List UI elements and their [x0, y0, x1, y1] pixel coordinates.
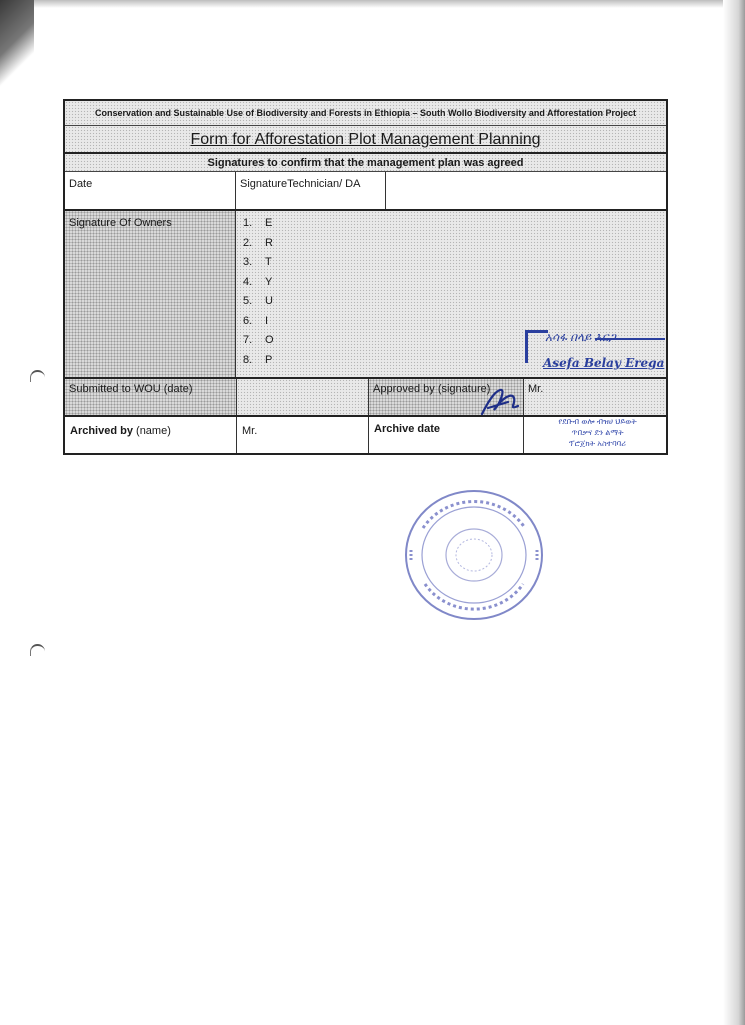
owner-item[interactable]: 2. R — [243, 236, 273, 249]
technician-label: SignatureTechnician/ DA — [240, 178, 361, 190]
date-label: Date — [69, 178, 93, 190]
owner-item[interactable]: 1. E — [243, 217, 273, 229]
owner-item[interactable]: 7. O — [243, 334, 274, 346]
archived-by-field[interactable] — [237, 417, 369, 453]
archived-by-value: Mr. — [242, 425, 258, 437]
page-corner-shadow — [0, 0, 34, 90]
office-line-1: የደቡብ ወሎ ብዝሀ ህይወት — [558, 417, 637, 426]
owner-item[interactable]: 5. U — [243, 295, 273, 307]
approved-value: Mr. — [528, 383, 544, 395]
stamp-name-amharic: አሳፋ በላይ እርጋ — [545, 330, 616, 344]
form-title: Form for Afforestation Plot Management Planning — [190, 131, 541, 148]
archive-date-label: Archive date — [374, 423, 441, 435]
approved-label: Approved by (signature) — [373, 383, 491, 395]
archived-by-label-cell — [65, 417, 237, 453]
owner-item[interactable]: 8. P — [243, 353, 273, 366]
office-stamp-text — [525, 416, 670, 449]
archived-by-label: Archived by — [70, 425, 133, 437]
date-cell[interactable] — [65, 172, 236, 209]
approval-signature-scribble — [478, 384, 524, 418]
owners-label: Signature Of Owners — [69, 217, 172, 229]
punch-hole — [30, 370, 45, 382]
owners-label-cell — [65, 211, 236, 377]
stamp-name-latin: Asefa Belay Erega — [543, 356, 665, 370]
title-row — [65, 126, 666, 154]
official-seal-icon — [403, 488, 545, 622]
office-line-3: ፕሮጀክት አስተባባሪ — [569, 439, 626, 448]
technician-signature-cell[interactable] — [236, 172, 386, 209]
project-header-row — [65, 101, 666, 126]
submission-row — [65, 379, 666, 417]
name-stamp — [525, 330, 665, 376]
signatures-heading-row — [65, 154, 666, 172]
owners-list — [243, 217, 274, 373]
planning-form — [63, 99, 668, 455]
punch-hole — [30, 644, 45, 656]
owner-item[interactable]: 3. T — [243, 256, 272, 268]
archive-date-label-cell — [369, 417, 524, 453]
submitted-label: Submitted to WOU (date) — [69, 383, 193, 395]
date-row — [65, 172, 666, 211]
stamp-underline — [595, 338, 665, 340]
submitted-label-cell — [65, 379, 237, 415]
project-line: Conservation and Sustainable Use of Biodiversity and Forests in Ethiopia – South Wollo Biodiversity and Afforestation Project — [94, 108, 637, 118]
submitted-date-field[interactable] — [237, 379, 369, 415]
archived-by-suffix: (name) — [136, 425, 171, 437]
page-top-edge — [0, 0, 745, 8]
approved-signature-field[interactable] — [524, 379, 666, 415]
page-right-edge — [723, 0, 745, 1025]
owner-item[interactable]: 4. Y — [243, 275, 273, 288]
technician-signature-field[interactable] — [386, 172, 666, 209]
office-line-2: ጥበቃና ደን ልማት — [571, 428, 624, 437]
owner-item[interactable]: 6. I — [243, 314, 269, 327]
signatures-heading: Signatures to confirm that the management plan was agreed — [207, 157, 524, 169]
